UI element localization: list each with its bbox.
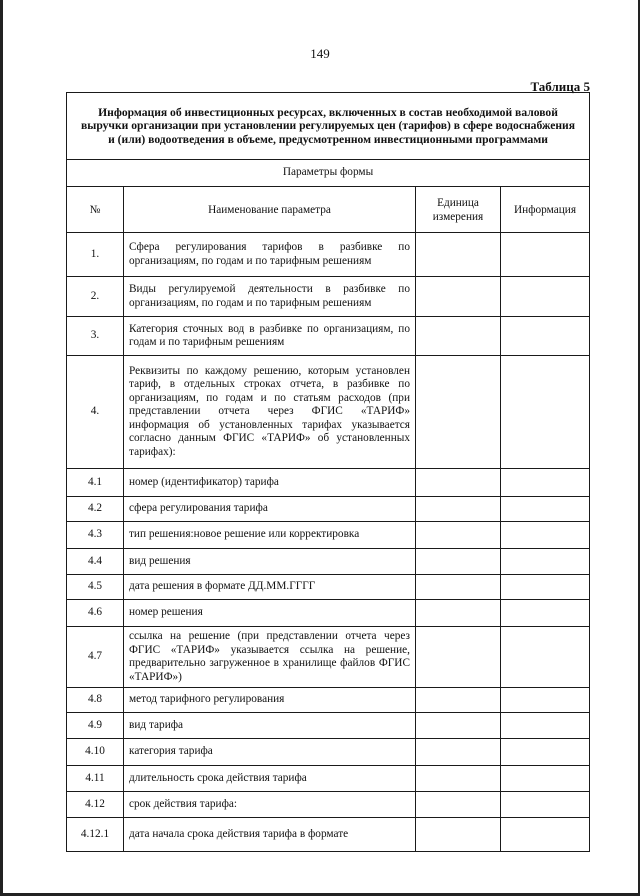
row-unit-cell (416, 627, 501, 688)
row-info-cell (501, 575, 590, 600)
row-parameter-name: категория тарифа (124, 739, 416, 766)
row-info-cell (501, 627, 590, 688)
table-title: Информация об инвестиционных ресурсах, включенных в состав необходимой валовой выручки организации при установлении регулируемых цен (тарифов) в сфере водоснабжения и (или) водоотведения в объеме, предусмотренном инвестиционными программами (67, 93, 590, 160)
row-unit-cell (416, 522, 501, 549)
row-info-cell (501, 233, 590, 277)
row-info-cell (501, 356, 590, 469)
row-info-cell (501, 277, 590, 317)
row-parameter-name: тип решения:новое решение или корректировка (124, 522, 416, 549)
scan-border-left (0, 0, 3, 896)
row-parameter-name: Сфера регулирования тарифов в разбивке по организациям, по годам и по тарифным решениям (124, 233, 416, 277)
row-number: 4.11 (67, 766, 124, 792)
table-row (67, 713, 590, 739)
row-info-cell (501, 688, 590, 713)
row-unit-cell (416, 713, 501, 739)
row-parameter-name: Категория сточных вод в разбивке по организациям, по годам и по тарифным решениям (124, 317, 416, 356)
table-row (67, 575, 590, 600)
form-table (66, 92, 590, 852)
row-parameter-name: Реквизиты по каждому решению, которым установлен тариф, в отдельных строках отчета, в разбивке по организациям, по годам и по статьям расходов (при представлении отчета через ФГИС «ТАРИФ» информация об установленных тарифах указывается согласно данным ФГИС «ТАРИФ» об установленных тарифах): (124, 356, 416, 469)
row-parameter-name: длительность срока действия тарифа (124, 766, 416, 792)
row-number: 4. (67, 356, 124, 469)
row-parameter-name: дата начала срока действия тарифа в формате (124, 818, 416, 852)
row-number: 3. (67, 317, 124, 356)
row-unit-cell (416, 600, 501, 627)
header-row (67, 187, 590, 233)
row-number: 4.10 (67, 739, 124, 766)
table-row (67, 688, 590, 713)
row-parameter-name: метод тарифного регулирования (124, 688, 416, 713)
table-row (67, 739, 590, 766)
form-params-label: Параметры формы (67, 160, 590, 187)
table-row (67, 497, 590, 522)
header-info: Информация (501, 187, 590, 233)
row-parameter-name: ссылка на решение (при представлении отчета через ФГИС «ТАРИФ» указывается ссылка на решение, предварительно загруженное в хранилище файлов ФГИС «ТАРИФ») (124, 627, 416, 688)
row-unit-cell (416, 549, 501, 575)
table-row (67, 277, 590, 317)
row-info-cell (501, 766, 590, 792)
table-row (67, 766, 590, 792)
row-unit-cell (416, 575, 501, 600)
table-row (67, 818, 590, 852)
row-parameter-name: номер решения (124, 600, 416, 627)
row-unit-cell (416, 356, 501, 469)
row-info-cell (501, 739, 590, 766)
table-row (67, 317, 590, 356)
row-number: 4.6 (67, 600, 124, 627)
page-number: 149 (310, 46, 330, 61)
row-unit-cell (416, 317, 501, 356)
row-info-cell (501, 792, 590, 818)
table-row (67, 792, 590, 818)
table-label: Таблица 5 (530, 79, 590, 94)
row-number: 2. (67, 277, 124, 317)
row-parameter-name: дата решения в формате ДД.ММ.ГГГГ (124, 575, 416, 600)
row-number: 4.9 (67, 713, 124, 739)
row-number: 4.12 (67, 792, 124, 818)
row-parameter-name: вид решения (124, 549, 416, 575)
row-info-cell (501, 317, 590, 356)
table-row (67, 522, 590, 549)
row-info-cell (501, 522, 590, 549)
row-unit-cell (416, 497, 501, 522)
row-number: 4.4 (67, 549, 124, 575)
row-parameter-name: срок действия тарифа: (124, 792, 416, 818)
table-row (67, 469, 590, 497)
header-name: Наименование параметра (124, 187, 416, 233)
table-row (67, 233, 590, 277)
row-number: 4.1 (67, 469, 124, 497)
row-unit-cell (416, 739, 501, 766)
row-parameter-name: Виды регулируемой деятельности в разбивке по организациям, по годам и по тарифным решениям (124, 277, 416, 317)
row-info-cell (501, 497, 590, 522)
row-parameter-name: вид тарифа (124, 713, 416, 739)
row-number: 1. (67, 233, 124, 277)
row-unit-cell (416, 233, 501, 277)
header-unit: Единица измерения (416, 187, 501, 233)
row-number: 4.5 (67, 575, 124, 600)
caption-row (67, 93, 590, 160)
row-info-cell (501, 713, 590, 739)
row-parameter-name: сфера регулирования тарифа (124, 497, 416, 522)
form-params-row (67, 160, 590, 187)
table-row (67, 356, 590, 469)
row-info-cell (501, 469, 590, 497)
row-number: 4.12.1 (67, 818, 124, 852)
row-unit-cell (416, 818, 501, 852)
row-number: 4.2 (67, 497, 124, 522)
table-row (67, 600, 590, 627)
row-number: 4.3 (67, 522, 124, 549)
row-info-cell (501, 818, 590, 852)
row-parameter-name: номер (идентификатор) тарифа (124, 469, 416, 497)
row-unit-cell (416, 277, 501, 317)
table-row (67, 549, 590, 575)
row-info-cell (501, 600, 590, 627)
row-number: 4.8 (67, 688, 124, 713)
table-row (67, 627, 590, 688)
row-number: 4.7 (67, 627, 124, 688)
row-unit-cell (416, 766, 501, 792)
header-number: № (67, 187, 124, 233)
row-info-cell (501, 549, 590, 575)
row-unit-cell (416, 688, 501, 713)
row-unit-cell (416, 469, 501, 497)
row-unit-cell (416, 792, 501, 818)
